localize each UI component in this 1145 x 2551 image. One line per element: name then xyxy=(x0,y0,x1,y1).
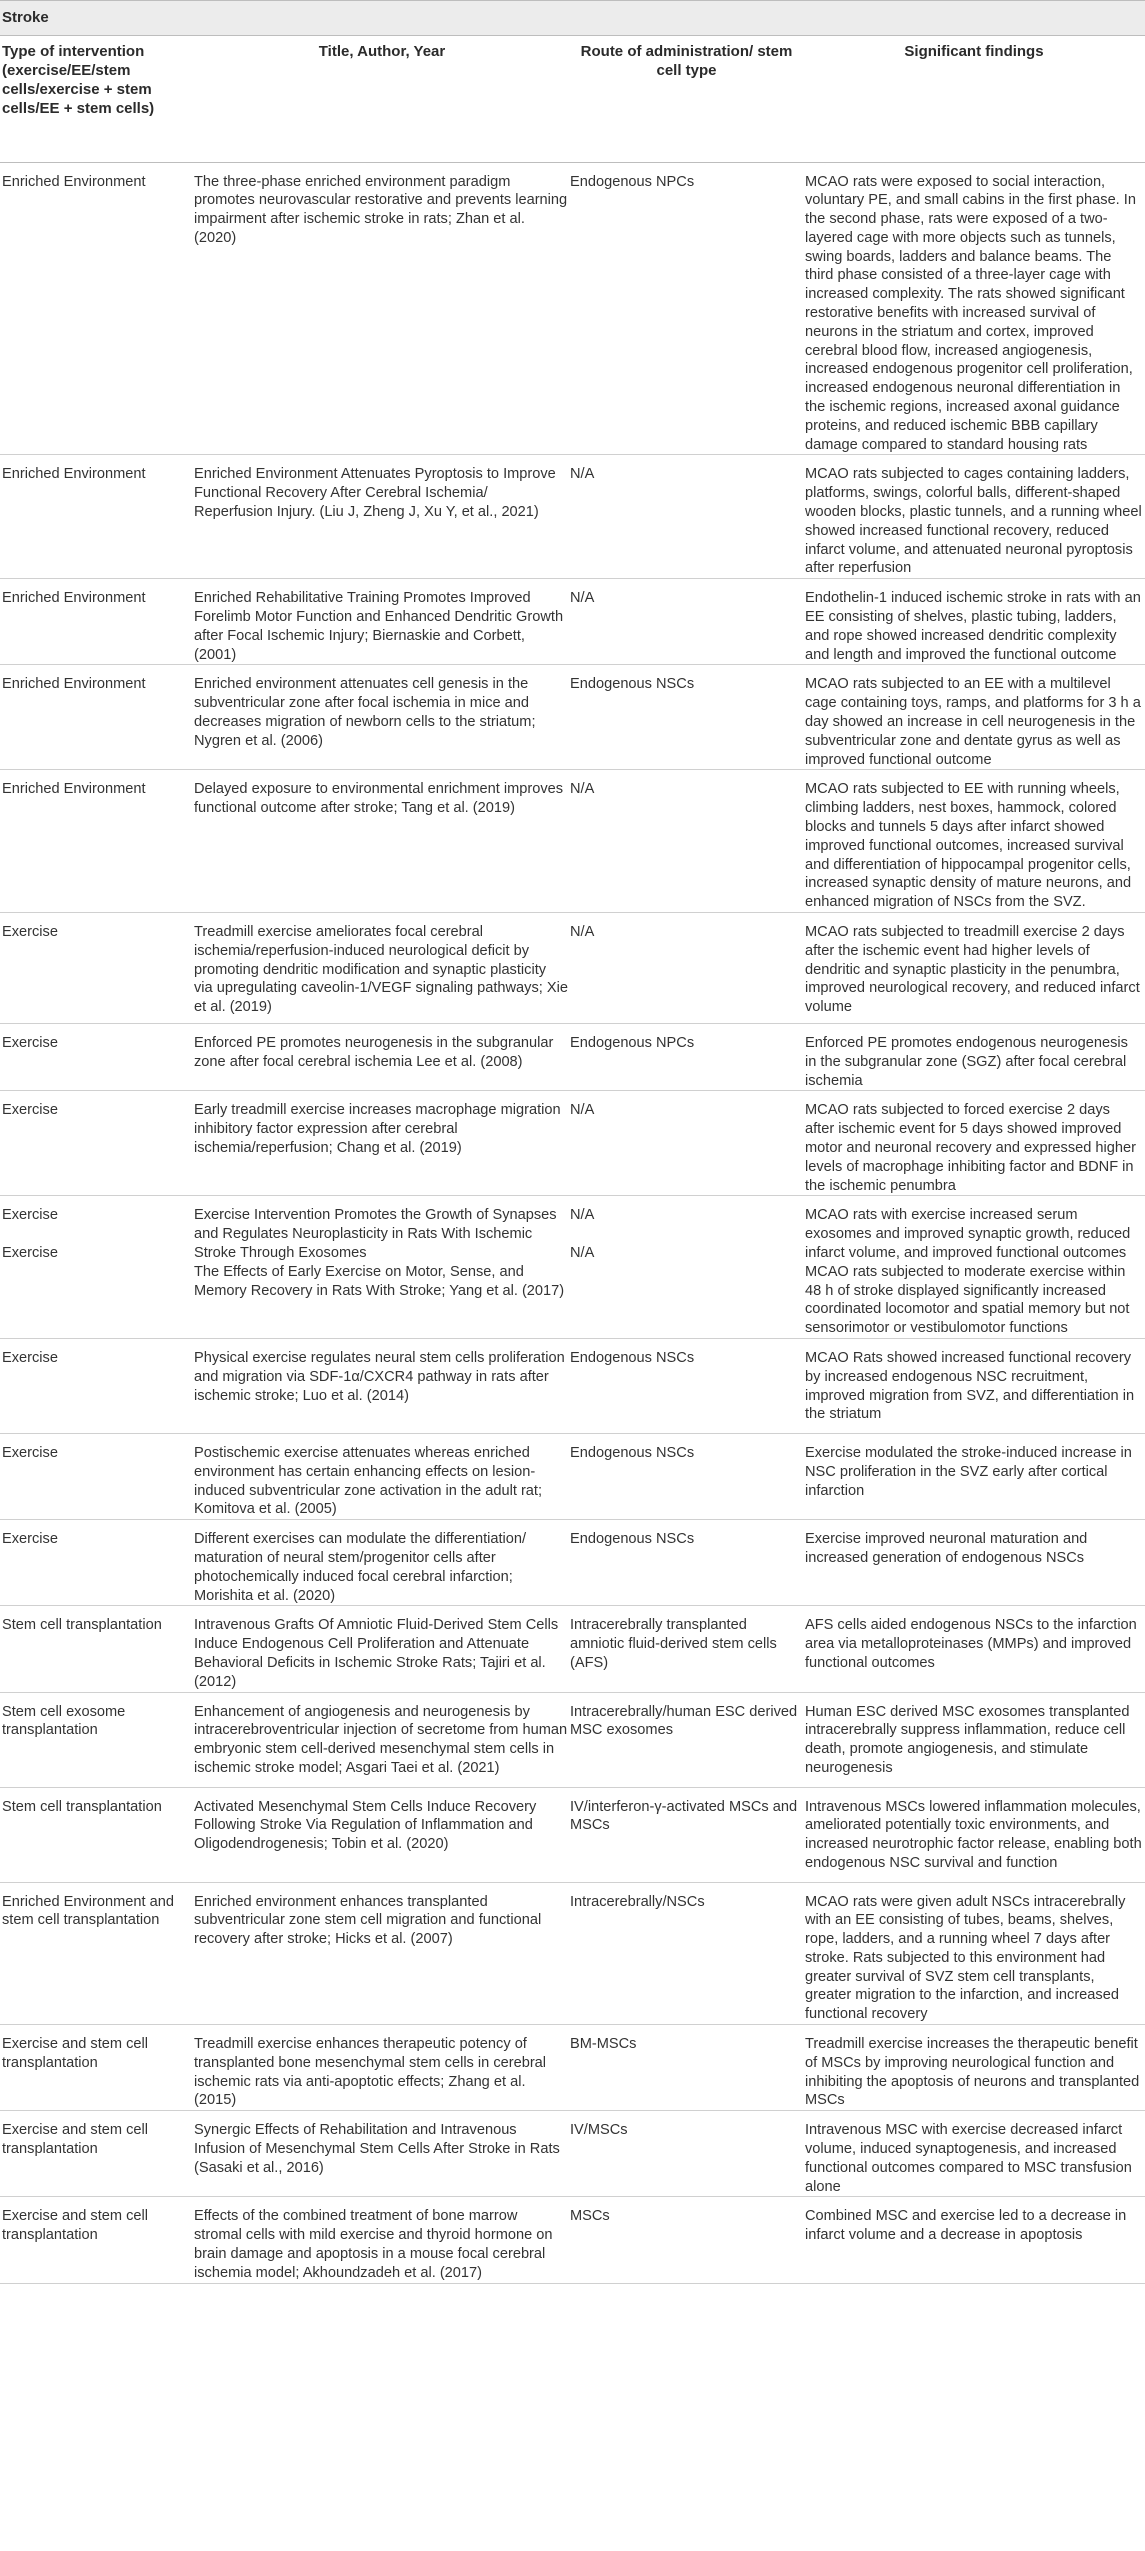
table-row xyxy=(0,2111,1145,2197)
table-row xyxy=(0,1091,1145,1196)
cell-findings: MCAO rats with exercise increased serum exosomes and improved synaptic growth, reduced infarct volume, and improved functional outcomes MCAO rats subjected to moderate exercise within 48 h of stroke displayed significantly increased coordinated locomotor and spatial memory but not sensorimotor or vestibulomotor functions xyxy=(805,1207,1131,1337)
table-row xyxy=(0,162,1145,455)
table-row xyxy=(0,1196,1145,1339)
table-row xyxy=(0,770,1145,913)
table-row xyxy=(0,1692,1145,1787)
table-row xyxy=(0,579,1145,665)
cell-route: N/A N/A xyxy=(570,1207,595,1261)
cell-title: The three-phase enriched environment paradigm promotes neurovascular restorative and prevents learning impairment after ischemic stroke in rats; Zhan et al. (2020) xyxy=(194,173,568,246)
cell-findings: Combined MSC and exercise led to a decrease in infarct volume and a decrease in apoptosis xyxy=(805,2208,1127,2244)
table-row xyxy=(0,1520,1145,1606)
cell-type: Exercise xyxy=(2,923,58,940)
cell-findings: MCAO rats subjected to forced exercise 2 days after ischemic event for 5 days showed improved motor and neuronal recovery and expressed higher levels of macrophage inhibiting factor and BDNF in the ischemic penumbra xyxy=(805,1102,1136,1194)
cell-findings: Intravenous MSCs lowered inflammation molecules, ameliorated potentially toxic environments, and increased neurotrophic factor release, enabling both endogenous NSC survival and function xyxy=(805,1798,1142,1871)
cell-route: Intracerebrally transplanted amniotic fluid-derived stem cells (AFS) xyxy=(570,1617,777,1671)
cell-type: Stem cell transplantation xyxy=(2,1798,162,1815)
cell-route: N/A xyxy=(570,466,595,483)
table-row xyxy=(0,1787,1145,1882)
cell-title: Effects of the combined treatment of bone marrow stromal cells with mild exercise and thyroid hormone on brain damage and apoptosis in a mouse focal cerebral ischemia model; Akhoundzadeh et al. (2017) xyxy=(194,2208,553,2281)
cell-type: Exercise and stem cell transplantation xyxy=(2,2122,148,2158)
cell-route: Endogenous NPCs xyxy=(570,1034,695,1051)
cell-findings: Enforced PE promotes endogenous neurogenesis in the subgranular zone (SGZ) after focal cerebral ischemia xyxy=(805,1034,1128,1089)
cell-title: Activated Mesenchymal Stem Cells Induce Recovery Following Stroke Via Regulation of Inflammation and Oligodendrogenesis; Tobin et al. (2020) xyxy=(194,1798,537,1853)
cell-title: Treadmill exercise ameliorates focal cerebral ischemia/reperfusion-induced neurological deficit by promoting dendritic modification and synaptic plasticity via upregulating caveolin-1/VEGF signaling pathways; Xie et al. (2019) xyxy=(194,923,568,1016)
cell-type: Exercise and stem cell transplantation xyxy=(2,2208,148,2244)
table-row xyxy=(0,455,1145,579)
cell-findings: AFS cells aided endogenous NSCs to the infarction area via metalloproteinases (MMPs) and improved functional outcomes xyxy=(805,1617,1137,1671)
cell-findings: MCAO Rats showed increased functional recovery by increased endogenous NSC recruitment, improved migration from SVZ, and differentiation in the striatum xyxy=(805,1349,1135,1423)
table-body xyxy=(0,162,1145,2283)
cell-route: MSCs xyxy=(570,2208,610,2225)
cell-title: Enriched Rehabilitative Training Promotes Improved Forelimb Motor Function and Enhanced Dendritic Growth after Focal Ischemic Injury; Biernaskie and Corbett, (2001) xyxy=(194,590,564,663)
cell-route: Intracerebrally/human ESC derived MSC exosomes xyxy=(570,1703,798,1739)
cell-type: Stem cell transplantation xyxy=(2,1617,162,1634)
header-route: Route of administration/ stem cell type xyxy=(580,43,793,79)
cell-route: Intracerebrally/NSCs xyxy=(570,1893,705,1910)
cell-route: Endogenous NSCs xyxy=(570,1349,695,1366)
cell-findings: Treadmill exercise increases the therapeutic benefit of MSCs by improving neurological function and inhibiting the apoptosis of neurons and transplanted MSCs xyxy=(805,2036,1140,2109)
cell-findings: MCAO rats subjected to an EE with a multilevel cage containing toys, ramps, and platforms for 3 h a day showed an increase in cell neurogenesis in the subventricular zone and dentate gyrus as well as improved functional outcome xyxy=(805,676,1141,768)
cell-type: Enriched Environment xyxy=(2,676,146,693)
cell-route: IV/MSCs xyxy=(570,2122,628,2139)
cell-title: Synergic Effects of Rehabilitation and Intravenous Infusion of Mesenchymal Stem Cells After Stroke in Rats (Sasaki et al., 2016) xyxy=(194,2122,560,2176)
cell-title: Enforced PE promotes neurogenesis in the subgranular zone after focal cerebral ischemia Lee et al. (2008) xyxy=(194,1034,554,1070)
header-findings: Significant findings xyxy=(904,43,1044,60)
cell-findings: Intravenous MSC with exercise decreased infarct volume, induced synaptogenesis, and increased functional outcomes compared to MSC transfusion alone xyxy=(805,2122,1132,2195)
cell-route: N/A xyxy=(570,781,595,798)
table-row xyxy=(0,1338,1145,1433)
cell-title: Delayed exposure to environmental enrichment improves functional outcome after stroke; Tang et al. (2019) xyxy=(194,781,564,817)
cell-title: Treadmill exercise enhances therapeutic potency of transplanted bone mesenchymal stem cells in cerebral ischemic rats via anti-apoptotic effects; Zhang et al. (2015) xyxy=(194,2036,547,2109)
table-row xyxy=(0,2197,1145,2283)
header-type: Type of intervention (exercise/EE/stem cells/exercise + stem cells/EE + stem cells) xyxy=(2,43,155,117)
table-row xyxy=(0,1433,1145,1519)
cell-findings: Exercise modulated the stroke-induced increase in NSC proliferation in the SVZ early after cortical infarction xyxy=(805,1444,1132,1499)
cell-title: Enhancement of angiogenesis and neurogenesis by intracerebroventricular injection of secretome from human embryonic stem cell-derived mesenchymal stem cells in ischemic stroke model; Asgari Taei et al. (2021) xyxy=(194,1703,568,1776)
cell-findings: MCAO rats were given adult NSCs intracerebrally with an EE consisting of tubes, beams, shelves, rope, ladders, and a running wheel 7 days after stroke. Rats subjected to this environment had greater survival of SVZ stem cell transplants, greater migration to the infarction, and increased functional recovery xyxy=(805,1893,1126,2023)
cell-route: Endogenous NSCs xyxy=(570,1444,695,1461)
cell-route: N/A xyxy=(570,923,595,940)
cell-type: Exercise Exercise xyxy=(2,1207,58,1261)
cell-type: Exercise xyxy=(2,1531,58,1548)
cell-route: Endogenous NPCs xyxy=(570,173,695,190)
cell-title: Postischemic exercise attenuates whereas enriched environment has certain enhancing effects on lesion-induced subventricular zone activation in the adult rat; Komitova et al. (2005) xyxy=(194,1444,543,1518)
table-row xyxy=(0,665,1145,770)
cell-type: Exercise and stem cell transplantation xyxy=(2,2036,148,2071)
cell-type: Exercise xyxy=(2,1349,58,1366)
cell-findings: MCAO rats subjected to cages containing ladders, platforms, swings, colorful balls, different-shaped wooden blocks, plastic tunnels, and a running wheel showed increased functional recovery, reduced infarct volume, and attenuated neuronal pyroptosis after reperfusion xyxy=(805,466,1142,577)
cell-findings: Exercise improved neuronal maturation and increased generation of endogenous NSCs xyxy=(805,1531,1088,1566)
table-header-row xyxy=(0,36,1145,162)
cell-route: N/A xyxy=(570,1102,595,1119)
cell-findings: Human ESC derived MSC exosomes transplanted intracerebrally suppress inflammation, reduce cell death, promote angiogenesis, and stimulate neurogenesis xyxy=(805,1703,1130,1776)
table-row xyxy=(0,912,1145,1023)
table-row xyxy=(0,1023,1145,1090)
stroke-interventions-table xyxy=(0,36,1145,2284)
cell-type: Enriched Environment xyxy=(2,781,146,798)
header-title: Title, Author, Year xyxy=(318,43,446,60)
cell-route: BM-MSCs xyxy=(570,2036,637,2053)
cell-title: Enriched environment enhances transplanted subventricular zone stem cell migration and functional recovery after stroke; Hicks et al. (2007) xyxy=(194,1893,542,1948)
cell-title: Exercise Intervention Promotes the Growth of Synapses and Regulates Neuroplasticity in Rats With Ischemic Stroke Through Exosomes The Effects of Early Exercise on Motor, Sense, and Memory Recovery in Rats With Stroke; Yang et al. (2017) xyxy=(194,1207,565,1299)
cell-type: Enriched Environment xyxy=(2,466,146,483)
table-row xyxy=(0,1882,1145,2025)
table-row xyxy=(0,2025,1145,2111)
cell-title: Early treadmill exercise increases macrophage migration inhibitory factor expression after cerebral ischemia/reperfusion; Chang et al. (2019) xyxy=(194,1102,561,1156)
cell-findings: MCAO rats subjected to treadmill exercise 2 days after the ischemic event had higher levels of dendritic and synaptic plasticity in the penumbra, improved neurological recovery, and reduced infarct volume xyxy=(805,923,1140,1016)
cell-title: Enriched Environment Attenuates Pyroptosis to Improve Functional Recovery After Cerebral Ischemia/ Reperfusion Injury. (Liu J, Zheng J, Xu Y, et al., 2021) xyxy=(194,466,556,521)
cell-route: Endogenous NSCs xyxy=(570,1531,695,1548)
cell-route: IV/interferon-γ-activated MSCs and MSCs xyxy=(570,1798,798,1834)
cell-findings: Endothelin-1 induced ischemic stroke in rats with an EE consisting of shelves, plastic tubing, ladders, and rope showed increased dendritic complexity and length and improved the functional outcome xyxy=(805,590,1141,663)
table-row xyxy=(0,1606,1145,1692)
section-title: Stroke xyxy=(0,0,1145,36)
cell-route: N/A xyxy=(570,590,595,607)
cell-type: Exercise xyxy=(2,1034,58,1051)
cell-type: Exercise xyxy=(2,1444,58,1461)
cell-route: Endogenous NSCs xyxy=(570,676,695,693)
cell-type: Exercise xyxy=(2,1102,58,1119)
cell-title: Physical exercise regulates neural stem cells proliferation and migration via SDF-1α/CXCR4 pathway in rats after ischemic stroke; Luo et al. (2014) xyxy=(194,1349,565,1404)
cell-type: Enriched Environment xyxy=(2,173,146,190)
cell-findings: MCAO rats were exposed to social interaction, voluntary PE, and small cabins in the first phase. In the second phase, rats were exposed of a two-layered cage with more objects such as tunnels, swing boards, ladders and balance beams. The third phase consisted of a three-layer cage with increased complexity. The rats showed significant restorative benefits with increased survival of neurons in the striatum and cortex, improved cerebral blood flow, increased angiogenesis, increased endogenous progenitor cell proliferation, increased endogenous neuronal differentiation in the ischemic regions, increased axonal guidance proteins, and reduced ischemic BBB capillary damage compared to standard housing rats xyxy=(805,173,1136,453)
cell-title: Enriched environment attenuates cell genesis in the subventricular zone after focal ischemia in mice and decreases migration of newborn cells to the striatum; Nygren et al. (2006) xyxy=(194,676,536,749)
cell-type: Enriched Environment xyxy=(2,590,146,607)
cell-findings: MCAO rats subjected to EE with running wheels, climbing ladders, nest boxes, hammock, colored blocks and tunnels 5 days after infarct showed improved functional outcomes, increased survival and differentiation of hippocampal progenitor cells, increased synaptic density of mature neurons, and enhanced migration of NSCs from the SVZ. xyxy=(805,781,1132,911)
cell-title: Intravenous Grafts Of Amniotic Fluid-Derived Stem Cells Induce Endogenous Cell Proliferation and Attenuate Behavioral Deficits in Ischemic Stroke Rats; Tajiri et al. (2012) xyxy=(194,1617,559,1690)
cell-type: Enriched Environment and stem cell transplantation xyxy=(2,1893,174,1929)
cell-title: Different exercises can modulate the differentiation/ maturation of neural stem/progenitor cells after photochemically induced focal cerebral infarction; Morishita et al. (2020) xyxy=(194,1531,527,1604)
cell-type: Stem cell exosome transplantation xyxy=(2,1703,126,1739)
